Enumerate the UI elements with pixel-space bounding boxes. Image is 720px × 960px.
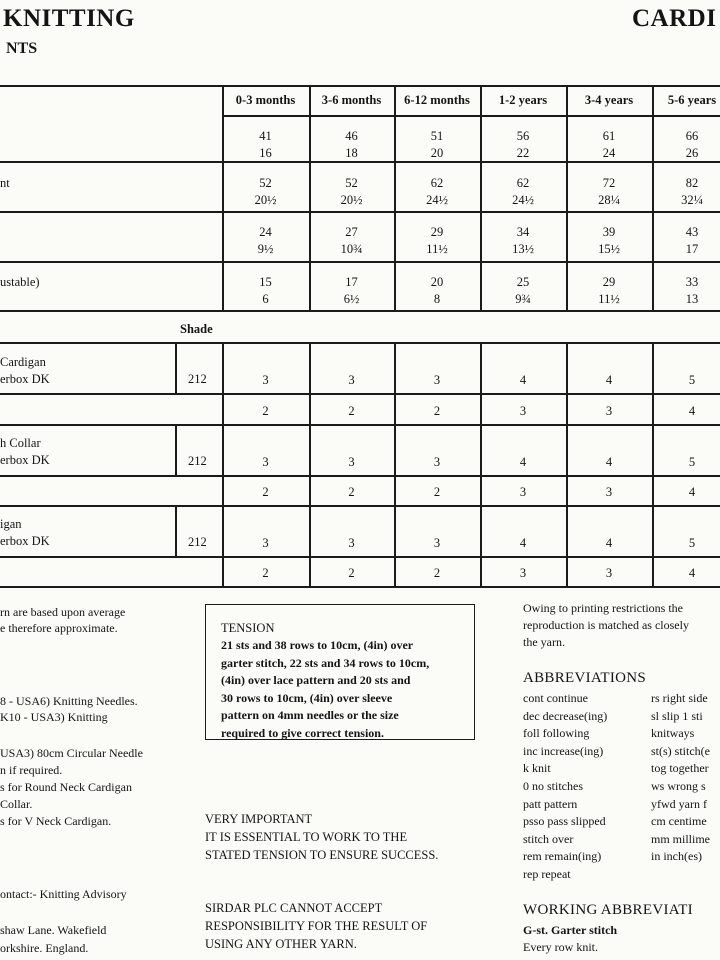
yarn-label: Cardigan erbox DK <box>0 355 50 386</box>
column-header: 1-2 years <box>498 93 548 107</box>
table-cell: 15 6 <box>259 275 272 306</box>
yarn-disclaimer: SIRDAR PLC CANNOT ACCEPT RESPONSIBILITY FOR THE RESULT OF USING ANY OTHER YARN. <box>205 901 428 951</box>
table-cell: 43 17 <box>685 225 699 256</box>
table-cell: 3 <box>605 566 613 580</box>
table-cell: 2 <box>262 485 269 499</box>
notes-contact: ontact:- Knitting Advisory <box>0 887 127 901</box>
column-header: 3-6 months <box>321 93 382 107</box>
table-cell: 56 22 <box>516 129 530 160</box>
table-cell: 61 24 <box>602 129 616 160</box>
printing-note: Owing to printing restrictions the reproduction is matched as closely the yarn. <box>523 601 689 649</box>
garment-title: CARDI <box>632 5 717 32</box>
working-abbreviations-heading: WORKING ABBREVIATI <box>523 902 693 918</box>
table-cell: 39 15½ <box>598 225 620 256</box>
table-cell: 33 13 <box>685 275 699 306</box>
table-cell: 2 <box>433 404 441 418</box>
table-cell: 4 <box>688 485 696 499</box>
table-cell: 4 <box>519 455 527 469</box>
table-cell: 4 <box>519 373 527 387</box>
table-cell: 20 8 <box>430 275 444 306</box>
table-cell: 27 10¾ <box>340 225 363 256</box>
tension-text: 21 sts and 38 rows to 10cm, (4in) over garter stitch, 22 sts and 34 rows to 10cm, (4in) over lace pattern and 20 sts and 30 rows to 10cm, (4in) over sleeve pattern on 4mm needles or the size required to give correct tension. <box>221 638 430 740</box>
table-cell: 4 <box>605 455 613 469</box>
table-cell: 4 <box>688 566 696 580</box>
abbreviations-list: rs right side sl slip 1 sti knitways st(s) stitch(e tog together ws wrong s yfwd yarn f cm centime mm millime in inch(es) <box>651 691 710 864</box>
table-cell: 17 6½ <box>343 275 360 306</box>
table-cell: 3 <box>262 455 269 469</box>
table-cell: 3 <box>348 455 355 469</box>
table-cell: 52 20½ <box>254 176 277 207</box>
table-cell: 66 26 <box>685 129 699 160</box>
table-cell: 4 <box>519 536 527 550</box>
table-cell: 82 32¼ <box>681 176 703 207</box>
table-cell: 3 <box>605 485 613 499</box>
abbreviations-heading: ABBREVIATIONS <box>523 670 647 686</box>
table-cell: 3 <box>262 536 269 550</box>
column-header: 5-6 years <box>667 93 717 107</box>
table-cell: 2 <box>262 566 269 580</box>
table-cell: 2 <box>433 485 441 499</box>
table-cell: 72 28¼ <box>598 176 620 207</box>
table-cell: 51 20 <box>430 129 444 160</box>
section-subtitle: NTS <box>6 40 38 57</box>
table-cell: 3 <box>348 373 355 387</box>
table-cell: 2 <box>433 566 441 580</box>
table-cell: 41 16 <box>259 129 272 160</box>
table-cell: 2 <box>348 404 355 418</box>
table-cell: 4 <box>605 536 613 550</box>
shade-number: 212 <box>188 535 207 549</box>
table-cell: 5 <box>688 373 696 387</box>
shade-number: 212 <box>188 372 207 386</box>
tension-title: TENSION <box>221 621 275 635</box>
yarn-label: igan erbox DK <box>0 517 50 548</box>
table-cell: 3 <box>519 566 527 580</box>
shade-header: Shade <box>180 322 213 336</box>
table-cell: 3 <box>519 485 527 499</box>
notes-intro: rn are based upon average e therefore approximate. <box>0 605 126 635</box>
table-cell: 2 <box>262 404 269 418</box>
table-cell: 46 18 <box>345 129 358 160</box>
column-header: 3-4 years <box>584 93 634 107</box>
row-label: ustable) <box>0 275 40 289</box>
table-cell: 62 24½ <box>512 176 534 207</box>
table-cell: 3 <box>262 373 269 387</box>
table-cell: 62 24½ <box>426 176 448 207</box>
table-cell: 4 <box>688 404 696 418</box>
table-cell: 3 <box>519 404 527 418</box>
table-cell: 29 11½ <box>426 225 448 256</box>
notes-circular-needle: USA3) 80cm Circular Needle n if required. s for Round Neck Cardigan Collar. s for V Neck Cardigan. <box>0 746 143 828</box>
table-cell: 3 <box>433 373 441 387</box>
pattern-title: KNITTING <box>3 5 135 32</box>
table-cell: 3 <box>348 536 355 550</box>
row-label: nt <box>0 176 10 190</box>
notes-needles: 8 - USA6) Knitting Needles. K10 - USA3) Knitting <box>0 694 138 724</box>
column-header: 6-12 months <box>404 93 470 107</box>
abbreviations-list: cont continue dec decrease(ing) foll following inc increase(ing) k knit 0 no stitches patt pattern psso pass slipped stitch over rem remain(ing) rep repeat <box>523 691 608 881</box>
very-important-notice: VERY IMPORTANT IT IS ESSENTIAL TO WORK TO THE STATED TENSION TO ENSURE SUCCESS. <box>205 812 439 862</box>
column-header: 0-3 months <box>235 93 296 107</box>
table-cell: 29 11½ <box>598 275 620 306</box>
table-cell: 25 9¾ <box>515 275 531 306</box>
shade-number: 212 <box>188 454 207 468</box>
table-cell: 2 <box>348 485 355 499</box>
table-cell: 3 <box>605 404 613 418</box>
table-cell: 34 13½ <box>512 225 534 256</box>
yarn-label: h Collar erbox DK <box>0 436 50 467</box>
table-cell: 3 <box>433 455 441 469</box>
notes-address: shaw Lane. Wakefield orkshire. England. <box>0 923 107 955</box>
working-abbreviations-list: G-st. Garter stitch Every row knit. <box>523 923 618 954</box>
table-cell: 52 20½ <box>340 176 363 207</box>
table-cell: 3 <box>433 536 441 550</box>
table-cell: 5 <box>688 536 696 550</box>
table-cell: 4 <box>605 373 613 387</box>
table-cell: 2 <box>348 566 355 580</box>
table-cell: 24 9½ <box>257 225 274 256</box>
table-cell: 5 <box>688 455 696 469</box>
